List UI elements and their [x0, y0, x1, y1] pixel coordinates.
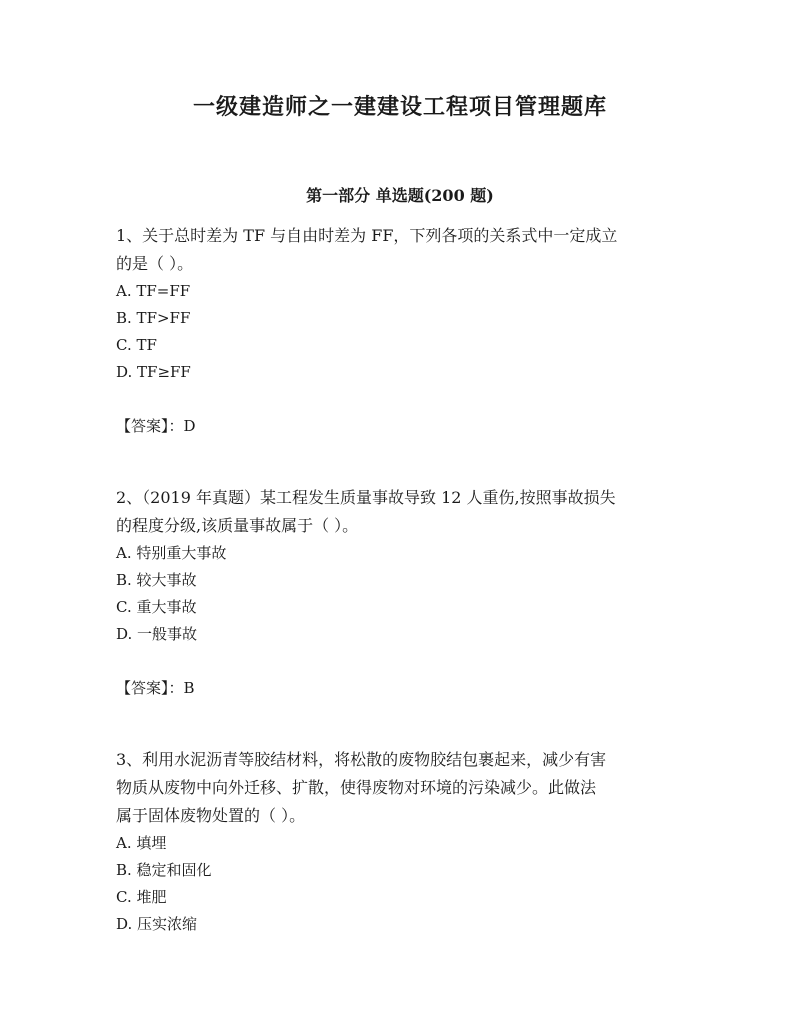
question-stem-line: 的是（ ）。	[116, 254, 194, 273]
option-a: A. 特别重大事故	[116, 544, 227, 562]
question-2	[116, 484, 696, 746]
question-stem-line: 1、关于总时差为 TF 与自由时差为 FF，下列各项的关系式中一定成立	[116, 226, 618, 245]
option-d: D. 一般事故	[116, 625, 198, 643]
option-b: B. TF>FF	[116, 309, 191, 327]
option-a: A. TF=FF	[116, 282, 191, 300]
question-stem-line: 3、利用水泥沥青等胶结材料，将松散的废物胶结包裹起来，减少有害	[116, 750, 607, 769]
option-b: B. 较大事故	[116, 571, 197, 589]
question-1	[116, 222, 696, 484]
question-3	[116, 746, 696, 938]
document-title: 一级建造师之一建建设工程项目管理题库	[192, 94, 607, 120]
option-a: A. 填埋	[116, 834, 167, 852]
option-c: C. 堆肥	[116, 888, 167, 906]
option-b: B. 稳定和固化	[116, 861, 212, 879]
section-title: 第一部分 单选题(200 题)	[306, 186, 494, 205]
question-stem-line: 物质从废物中向外迁移、扩散，使得废物对环境的污染减少。此做法	[116, 778, 597, 797]
question-stem-line: 的程度分级,该质量事故属于（ ）。	[116, 516, 359, 535]
question-list	[116, 222, 696, 938]
answer-line: 【答案】：B	[116, 679, 195, 697]
option-c: C. TF	[116, 336, 157, 354]
option-d: D. TF≥FF	[116, 363, 191, 381]
answer-line: 【答案】：D	[116, 417, 196, 435]
question-stem-line: 2、（2019 年真题）某工程发生质量事故导致 12 人重伤,按照事故损失	[116, 488, 616, 507]
option-c: C. 重大事故	[116, 598, 197, 616]
question-stem-line: 属于固体废物处置的（ ）。	[116, 806, 306, 825]
option-d: D. 压实浓缩	[116, 915, 198, 933]
